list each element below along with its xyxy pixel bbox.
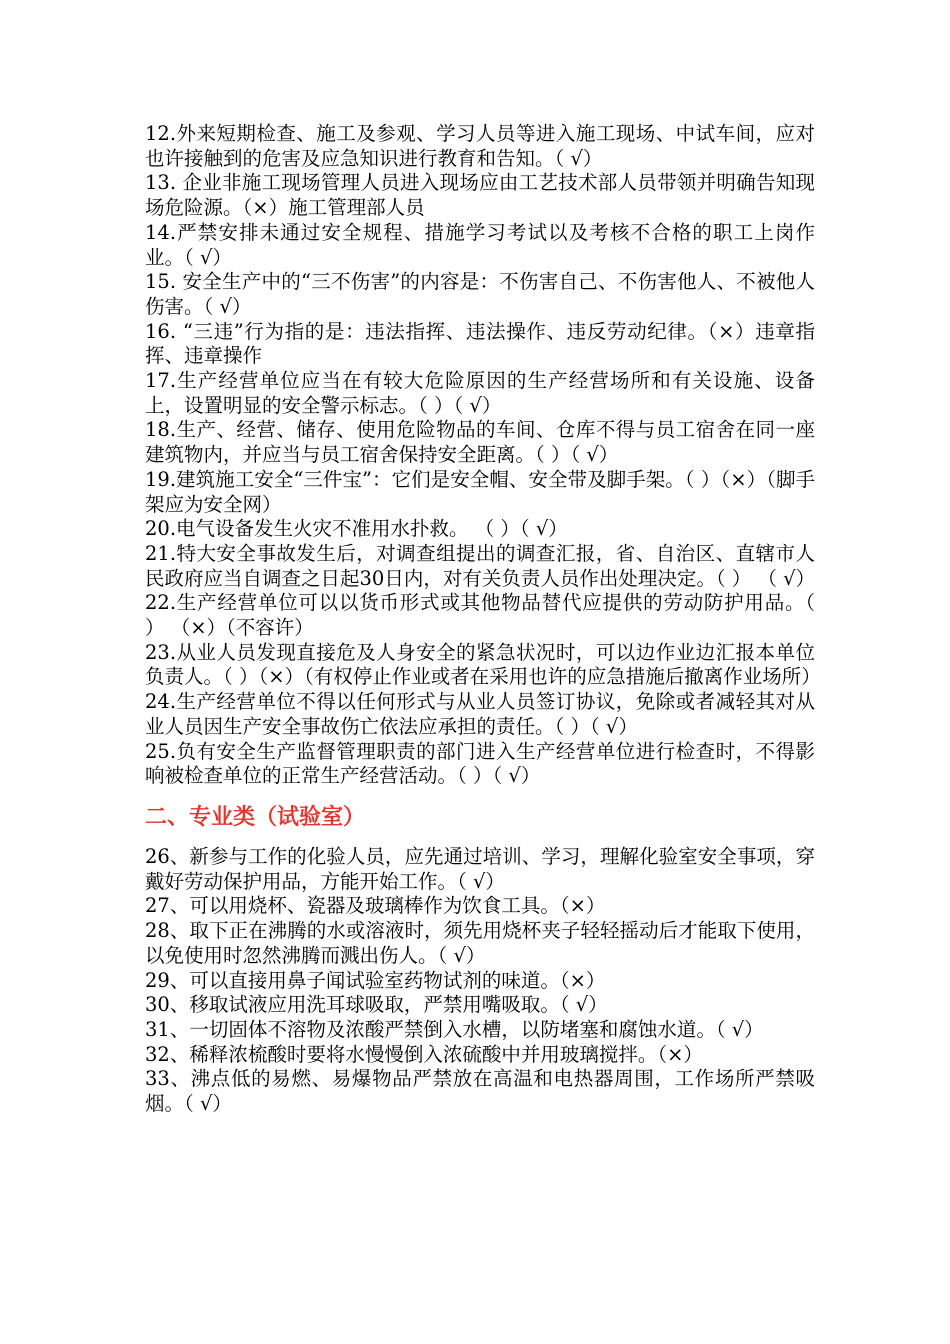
question-20: 20.电气设备发生火灾不准用水扑救。 （ ）（ √）	[145, 517, 568, 541]
question-14: 14.严禁安排未通过安全规程、措施学习考试以及考核不合格的职工上岗作业。（ √）	[145, 220, 815, 269]
question-27: 27、可以用烧杯、瓷器及玻璃棒作为饮食工具。（×）	[145, 894, 606, 918]
question-23: 23.从业人员发现直接危及人身安全的紧急状况时，可以边作业边汇报本单位负责人。（ ）（×）（有权停止作业或者在采用也许的应急措施后撤离作业场所）	[145, 640, 821, 689]
question-15: 15. 安全生产中的“三不伤害”的内容是：不伤害自己、不伤害他人、不被他人伤害。（ √）	[145, 270, 815, 318]
question-26: 26、新参与工作的化验人员，应先通过培训、学习，理解化验室安全事项，穿戴好劳动保护用品，方能开始工作。（ √）	[145, 844, 815, 893]
question-30: 30、移取试液应用洗耳球吸取，严禁用嘴吸取。（ √）	[145, 993, 608, 1017]
document-page	[145, 122, 821, 1117]
question-32: 32、稀释浓梳酸时要将水慢慢倒入浓硫酸中并用玻璃搅拌。（×）	[145, 1042, 703, 1066]
question-28: 28、取下正在沸腾的水或溶液时，须先用烧杯夹子轻轻摇动后才能取下使用，以免使用时忽然沸腾而溅出伤人。（ √）	[145, 919, 815, 967]
question-29: 29、可以直接用鼻子闻试验室药物试剂的味道。（×）	[145, 968, 606, 992]
question-16: 16. “三违”行为指的是：违法指挥、违法操作、违反劳动纪律。（×）违章指挥、违章操作	[145, 319, 815, 368]
question-31: 31、一切固体不溶物及浓酸严禁倒入水槽，以防堵塞和腐蚀水道。（ √）	[145, 1017, 764, 1041]
question-19: 19.建筑施工安全“三件宝”：它们是安全帽、安全带及脚手架。（ ）（×）（脚手架应为安全网）	[145, 467, 815, 516]
question-21: 21.特大安全事故发生后，对调查组提出的调查汇报，省、自治区、直辖市人民政府应当自调查之日起30日内，对有关负责人员作出处理决定。（ ） （ √）	[145, 541, 816, 590]
question-25: 25.负有安全生产监督管理职责的部门进入生产经营单位进行检查时，不得影响被检查单位的正常生产经营活动。（ ）（ √）	[145, 739, 815, 788]
question-24: 24.生产经营单位不得以任何形式与从业人员签订协议，免除或者减轻其对从业人员因生产安全事故伤亡依法应承担的责任。（ ）（ √）	[145, 690, 815, 738]
question-13: 13. 企业非施工现场管理人员进入现场应由工艺技术部人员带领并明确告知现场危险源。（×）施工管理部人员	[145, 171, 815, 220]
section-heading-lab: 二、专业类（试验室）	[145, 804, 366, 830]
question-22: 22.生产经营单位可以以货币形式或其他物品替代应提供的劳动防护用品。（ ） （×）（不容许）	[145, 591, 815, 640]
question-12: 12.外来短期检查、施工及参观、学习人员等进入施工现场、中试车间，应对也许接触到的危害及应急知识进行教育和告知。（ √）	[145, 122, 815, 170]
question-list-lab	[145, 845, 815, 1117]
question-list-general	[145, 122, 821, 789]
question-18: 18.生产、经营、储存、使用危险物品的车间、仓库不得与员工宿舍在同一座建筑物内，并应当与员工宿舍保持安全距离。（ ）（ √）	[145, 418, 815, 467]
question-17: 17.生产经营单位应当在有较大危险原因的生产经营场所和有关设施、设备上，设置明显的安全警示标志。（ ）（ √）	[145, 369, 815, 417]
question-33: 33、沸点低的易燃、易爆物品严禁放在高温和电热器周围，工作场所严禁吸烟。（ √）	[145, 1067, 815, 1116]
